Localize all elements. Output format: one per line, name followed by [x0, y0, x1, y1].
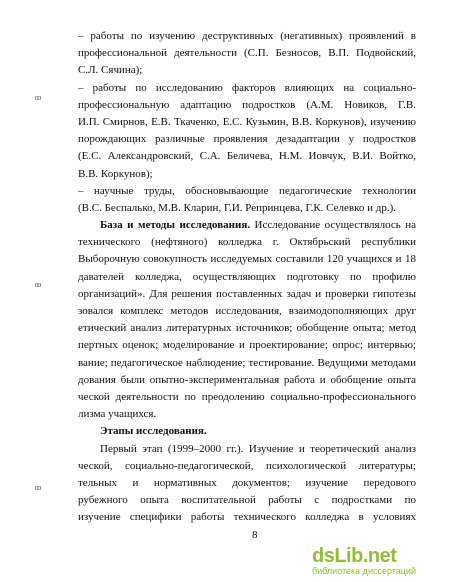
text-line: технического (нефтяного) колледжа г. Октябрьский республики: [78, 236, 416, 249]
text-line: етический анализ литературных источников; обобщение опыта; метод: [78, 322, 416, 335]
margin-punch-mark: ꝏ: [34, 94, 42, 102]
margin-punch-mark: ꝏ: [34, 281, 42, 289]
text-line: ческой, социально-педагогической, психологической литературы;: [78, 459, 416, 472]
text-line: рубежного опыта воспитательной работы с подростками по: [78, 494, 416, 507]
text-line: пертных оценок; моделирование и проектирование; опрос; интервью;: [78, 339, 416, 352]
dslib-watermark[interactable]: [312, 546, 444, 576]
text-line: лизма учащихся.: [78, 408, 157, 421]
watermark-logo-lib: Lib.net: [334, 545, 397, 567]
text-line: изучение специфики работы технического колледжа в условиях: [78, 511, 416, 524]
text-line: ческой деятельности по преодолению социально-профессионального: [78, 390, 416, 403]
watermark-logo-ds: ds: [312, 545, 335, 567]
text-line: Первый этап (1999–2000 гг.). Изучение и теоретический анализ: [100, 442, 416, 455]
text-line: (Е.С. Александровский, С.А. Беличева, Н.М. Иовчук, В.И. Войтко,: [78, 150, 416, 163]
text-line: тельных и нормативных документов; изучение передового: [78, 476, 416, 489]
text-line: Выборочную совокупность исследуемых составили 120 учащихся и 18: [78, 253, 416, 266]
text-line: Этапы исследования.: [100, 425, 207, 438]
section-heading: База и методы исследования.: [100, 219, 251, 232]
text-line: [78, 217, 416, 234]
text-line: профессиональной деятельности (С.П. Безносов, В.П. Подвойский,: [78, 47, 416, 60]
text-line: организаций». Для решения поставленных задач и проверки гипотезы: [78, 287, 416, 300]
text-line: зовался комплекс методов исследования, взаимодополняющих друг: [78, 305, 416, 318]
text-fragment: Исследование осуществлялось на: [254, 219, 416, 232]
document-body: [78, 28, 416, 527]
watermark-logo: [312, 546, 444, 566]
margin-punch-mark: ꝏ: [34, 484, 42, 492]
text-line: С.Л. Сячина);: [78, 64, 143, 77]
text-line: И.П. Смирнов, Е.В. Ткаченко, Е.С. Кузьмин, В.В. Коркунов), изучению: [78, 115, 416, 128]
text-line: давателей колледжа, осуществляющих подготовку по профилю: [78, 270, 416, 283]
text-line: – научные труды, обосновывающие педагогические технологии: [78, 184, 416, 197]
text-line: порождающих различные проявления дезадаптации у подростков: [78, 133, 416, 146]
text-line: (В.С. Беспалько, М.В. Кларин, Г.И. Репринцева, Г.К. Селевко и др.).: [78, 201, 397, 214]
watermark-subtitle: библиотека диссертаций: [312, 566, 417, 576]
text-line: профессиональную адаптацию подростков (А.М. Новиков, Г.В.: [78, 98, 416, 111]
text-line: дования были опытно-экспериментальная работа и обобщение опыта: [78, 373, 416, 386]
text-line: В.В. Коркунов);: [78, 167, 153, 180]
text-line: – работы по исследованию факторов влияющих на социально-: [78, 81, 416, 94]
text-line: – работы по изучению деструктивных (негативных) проявлений в: [78, 30, 416, 42]
text-line: вание; педагогическое наблюдение; тестирование. Ведущими методами: [78, 356, 416, 369]
page-number: 8: [252, 529, 258, 541]
